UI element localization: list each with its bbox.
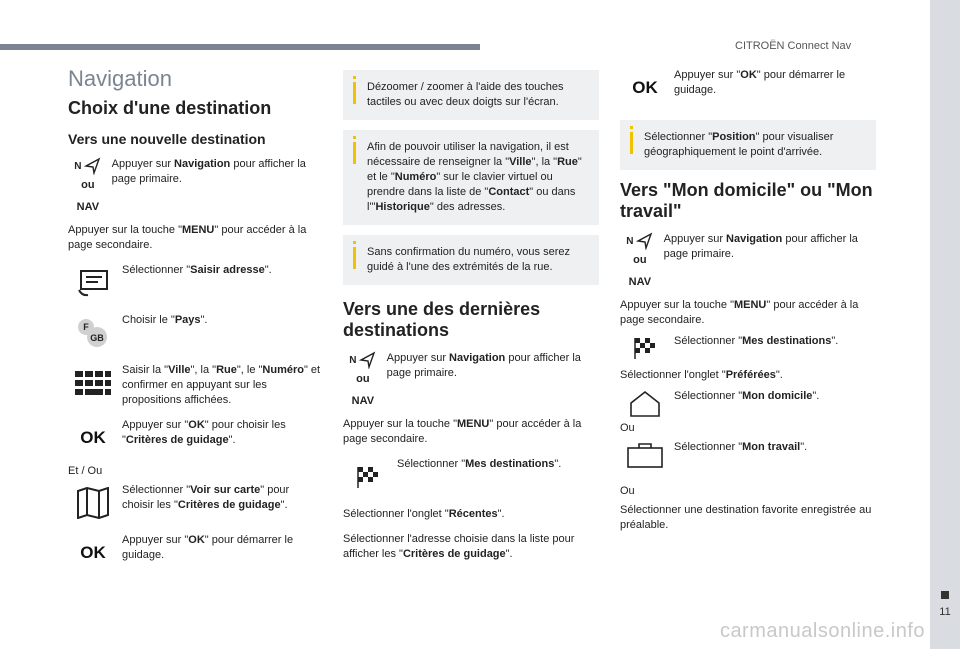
column-3 [620,68,876,533]
home-icon-cell [620,389,670,419]
step-ok-text [670,68,876,98]
info-icon [353,247,356,269]
text-bold: Ville [168,364,191,376]
text: Sélectionner " [674,441,743,453]
text: Appuyer sur [111,158,175,170]
step-saisir-adresse [68,263,324,303]
step-navigation-text [383,351,599,381]
text: Appuyer sur la touche " [68,224,182,236]
map-icon [75,487,111,519]
column-2 [343,70,599,562]
map-icon-cell [68,483,118,523]
navigation-arrow-icon [358,351,376,369]
info-text: Dézoomer / zoomer à l'aide des touches tactiles ou avec deux doigts sur l'écran. [367,81,564,108]
text: ". [775,369,783,381]
info-confirmation [343,235,599,285]
text-bold: Préférées [725,369,776,381]
heading-domicile-travail: Vers "Mon domicile" ou "Mon travail" [620,180,873,221]
text: Sélectionner " [122,264,191,276]
text-bold: Rue [557,156,578,168]
text: " pour accéder à la page secondaire. [620,299,859,326]
heading-choix-destination: Choix d'une destination [68,98,272,118]
step-ok2-text [118,533,324,563]
home-icon [628,390,662,418]
or-label: Ou [620,422,635,434]
step-ville [68,363,324,408]
text: Sélectionner " [644,131,713,143]
step-mes-destinations [343,457,599,497]
step-navigation-text [108,157,324,187]
address-entry-icon [76,268,110,298]
text: ". [800,441,808,453]
text-bold: MENU [181,224,215,236]
text: Sélectionner " [122,484,191,496]
text: ". [280,499,288,511]
text: ", la " [190,364,217,376]
text: ". [812,390,820,402]
nav-or-label: ou [633,254,647,266]
country-bottom-label: GB [90,333,104,343]
info-icon [630,132,633,154]
nav-label: NAV [76,201,100,213]
step-navigation [68,157,324,213]
step-carte-text [118,483,324,513]
info-text: Sans confirmation du numéro, vous serez guidé à l'une des extrémités de la rue. [367,246,570,273]
text-bold: Navigation [449,352,506,364]
nav-north-label: N [626,235,634,247]
section-title: Navigation [68,66,172,91]
text-bold: MENU [733,299,767,311]
menu-paragraph [68,223,324,253]
step-mes-destinations [620,334,876,362]
text: ". [228,434,236,446]
ok-icon-cell [620,68,670,108]
step-ok-demarrer [620,68,876,108]
ok-button-icon: OK [632,78,658,97]
country-icon [75,317,111,349]
ok-button-icon: OK [80,543,106,562]
text: Appuyer sur " [122,419,189,431]
page-marker [941,591,949,599]
text-bold: Historique [375,201,430,213]
text: Choisir le " [122,314,175,326]
nav-button-icon [343,351,383,407]
text: Sélectionner " [674,335,743,347]
text: ". [264,264,272,276]
text: Appuyer sur " [674,69,741,81]
text: " pour choisir les " [122,419,286,446]
text: pour afficher la page primaire. [111,158,306,185]
text: " ou dans l'" [367,186,576,213]
nav-button-icon [68,157,108,213]
work-icon-cell [620,440,670,470]
text: pour afficher la page primaire. [663,233,858,260]
info-icon [353,142,356,164]
heading-nouvelle-destination: Vers une nouvelle destination [68,131,266,147]
text-bold: Critères de guidage [125,434,229,446]
text-bold: Mon travail [742,441,801,453]
navigation-arrow-icon [635,232,653,250]
country-icon-cell [68,313,118,353]
text-bold: Ville [509,156,532,168]
step-mon-domicile [620,389,876,419]
text: Sélectionner " [674,390,743,402]
text: Appuyer sur [663,233,727,245]
text-bold: Numéro [394,171,437,183]
text: Saisir la " [122,364,169,376]
checkered-flag-icon [633,336,657,360]
text: ". [554,458,562,470]
onglet-paragraph [343,507,599,522]
nav-or-label: ou [81,179,95,191]
text: " pour accéder à la page secondaire. [343,418,582,445]
nav-button-icon [620,232,660,288]
step-pays [68,313,324,353]
text: Appuyer sur la touche " [343,418,457,430]
navigation-arrow-icon [83,157,101,175]
info-navigation [343,130,599,225]
text: Sélectionner l'adresse choisie dans la liste pour afficher les " [343,533,575,560]
country-top-label: F [83,322,89,332]
text: " pour démarrer le guidage. [122,534,294,561]
adresse-paragraph [343,532,599,562]
checkered-flag-icon [356,465,380,489]
info-icon [353,82,356,104]
text: Sélectionner l'onglet " [620,369,726,381]
or-label: Ou [620,485,635,497]
text-bold: Position [712,131,756,143]
header-rule [0,44,480,50]
text-bold: Contact [488,186,530,198]
text: Appuyer sur [386,352,450,364]
text: ", la " [531,156,558,168]
text: ", le " [236,364,263,376]
text: Appuyer sur la touche " [620,299,734,311]
text-bold: OK [188,534,205,546]
text: " pour choisir les " [122,484,290,511]
ok-icon-cell [68,533,118,573]
text-bold: Navigation [174,158,231,170]
text-bold: OK [188,419,205,431]
text: Sélectionner l'onglet " [343,508,449,520]
text: " pour accéder à la page secondaire. [68,224,307,251]
step-saisir-text [118,263,272,278]
brand-label: CITROËN Connect Nav [735,40,852,52]
step-ok-demarrer [68,533,324,573]
text-bold: Mon domicile [742,390,813,402]
page-sidebar [930,0,960,649]
keyboard-icon-cell [68,363,118,403]
step-ok-criteres [68,418,324,458]
page-number: 11 [939,606,951,618]
onglet-paragraph [620,368,876,383]
step-voir-carte [68,483,324,523]
text: ". [831,335,839,347]
text: " pour visualiser géographiquement le point d'arrivée. [644,131,834,158]
step-pays-text [118,313,207,328]
and-or-label: Et / Ou [68,465,103,477]
text-bold: Saisir adresse [190,264,265,276]
column-1 [68,64,324,573]
text-bold: Numéro [262,364,304,376]
step-navigation-text [660,232,876,262]
step-mesdest-text [670,334,838,349]
text-bold: Critères de guidage [402,548,506,560]
ok-button-icon: OK [80,428,106,447]
nav-north-label: N [74,160,82,172]
text-bold: MENU [456,418,490,430]
text-bold: OK [740,69,757,81]
text-bold: Récentes [448,508,498,520]
text: " des adresses. [429,201,506,213]
text-bold: Navigation [726,233,783,245]
nav-north-label: N [349,354,357,366]
step-mon-travail [620,440,876,470]
text: Sélectionner " [397,458,466,470]
text: Appuyer sur " [122,534,189,546]
text: ". [505,548,513,560]
step-travail-text [670,440,807,455]
step-navigation [620,232,876,288]
text: Afin de pouvoir utiliser la navigation, il est nécessaire de renseigner la " [367,141,569,168]
keyboard-icon [73,368,113,398]
nav-or-label: ou [356,373,370,385]
text-bold: Mes destinations [742,335,832,347]
text-bold: Critères de guidage [177,499,281,511]
step-navigation [343,351,599,407]
flag-icon-cell [343,457,393,497]
step-ville-text [118,363,324,408]
text-bold: Pays [174,314,201,326]
heading-dernieres-destinations: Vers une des dernières destinations [343,299,541,340]
ok-icon-cell [68,418,118,458]
flag-icon-cell [620,334,670,362]
text-bold: Mes destinations [465,458,555,470]
text: pour afficher la page primaire. [386,352,581,379]
text: " sur le clavier virtuel ou prendre dans la liste de " [367,171,553,198]
text: " et le " [367,156,582,183]
nav-label: NAV [351,395,375,407]
text-bold: Rue [216,364,237,376]
info-position [620,120,876,170]
favori-paragraph: Sélectionner une destination favorite enregistrée au préalable. [620,504,872,531]
menu-paragraph [343,417,599,447]
step-ok1-text [118,418,324,448]
step-domicile-text [670,389,819,404]
address-entry-icon-cell [68,263,118,303]
text: " pour démarrer le guidage. [674,69,846,96]
nav-label: NAV [628,276,652,288]
menu-paragraph [620,298,876,328]
step-mesdest-text [393,457,561,472]
info-zoom [343,70,599,120]
text-bold: Voir sur carte [190,484,261,496]
text: ". [497,508,505,520]
text: " et confirmer en appuyant sur les propositions affichées. [122,364,321,406]
briefcase-icon [626,441,664,469]
text: ". [200,314,208,326]
watermark: carmanualsonline.info [719,620,925,642]
